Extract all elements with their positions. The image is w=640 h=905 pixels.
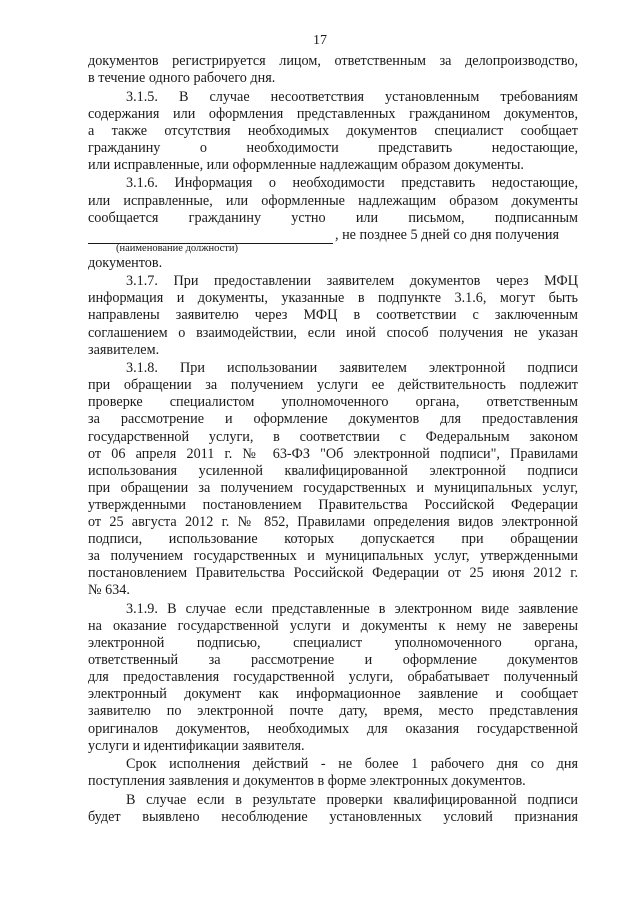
text-line: заявителем. [88, 341, 160, 358]
paragraph-p3 [88, 273, 578, 358]
text-line: 3.1.5. В случае несоответствия установленным требованиям [126, 88, 578, 105]
text-line: при обращении за получением услуги ее действительность подлежит [88, 377, 578, 394]
text-line: В случае если в результате проверки квалифицированной подписи [126, 791, 578, 808]
text-line: гражданину о необходимости представить недостающие, [88, 139, 578, 156]
paragraph-p6 [88, 756, 578, 790]
blank-line-suffix: , не позднее 5 дней со дня получения [335, 226, 560, 243]
text-line: оригиналов документов, необходимых для оказания государственной [88, 720, 578, 737]
text-line: будет выявлено несоблюдение установленных условий признания [88, 808, 578, 825]
text-line: 3.1.6. Информация о необходимости представить недостающие, [126, 175, 578, 192]
paragraph-p2 [88, 175, 578, 271]
text-line: 3.1.8. При использовании заявителем электронной подписи [126, 360, 578, 377]
text-line: утвержденными постановлением Правительства Российской Федерации [88, 496, 578, 513]
text-line: услуги и идентификации заявителя. [88, 737, 305, 754]
text-line: а также отсутствия необходимых документов специалист сообщает [88, 122, 578, 139]
text-line: для предоставления государственной услуги, обрабатывает полученный [88, 669, 578, 686]
text-line: 3.1.9. В случае если представленные в электронном виде заявление [126, 600, 578, 617]
text-line: подписи, использование которых допускается при обращении [88, 531, 578, 548]
text-line: сообщается гражданину устно или письмом, подписанным [88, 209, 578, 226]
text-line: электронной подписью, специалист уполномоченного органа, [88, 635, 578, 652]
text-line: информация и документы, указанные в подпункте 3.1.6, могут быть [88, 290, 578, 307]
paragraph-p4 [88, 360, 578, 599]
text-line: соглашением о взаимодействии, если иной способ получения не указан [88, 324, 578, 341]
text-line: использования усиленной квалифицированной электронной подписи [88, 462, 578, 479]
text-line: государственной услуги, в соответствии с Федеральным законом [88, 428, 578, 445]
text-line: направлены заявителю через МФЦ в соответствии с заключенным [88, 307, 578, 324]
text-line: документов. [88, 254, 163, 271]
blank-field-caption: (наименование должности) [116, 242, 239, 254]
text-line: содержания или оформления представленных гражданином документов, [88, 105, 578, 122]
text-line: в течение одного рабочего дня. [88, 70, 276, 87]
text-line: постановлением Правительства Российской Федерации от 25 июня 2012 г. [88, 565, 578, 582]
text-line: ответственный за рассмотрение и оформление документов [88, 652, 578, 669]
paragraph-p7 [88, 792, 578, 826]
text-line: 3.1.7. При предоставлении заявителем документов через МФЦ [126, 273, 578, 290]
paragraph-p5 [88, 601, 578, 755]
document-body [88, 53, 578, 827]
text-line: или исправленные, или оформленные надлежащим образом документы [88, 192, 578, 209]
text-line: поступления заявления и документов в форме электронных документов. [88, 773, 526, 790]
text-line: за рассмотрение и оформление документов для предоставления [88, 411, 578, 428]
text-line: или исправленные, или оформленные надлежащим образом документы. [88, 156, 524, 173]
text-line: № 634. [88, 582, 130, 599]
text-line: документов регистрируется лицом, ответственным за делопроизводство, [88, 53, 578, 69]
text-line: заявителю по электронной почте дату, время, место представления [88, 703, 578, 720]
text-line: электронный документ как информационное заявление и сообщает [88, 686, 578, 703]
text-line: Срок исполнения действий - не более 1 рабочего дня со дня [126, 756, 578, 773]
text-line: от 25 августа 2012 г. № 852, Правилами определения видов электронной [88, 514, 578, 530]
text-line: проверке специалистом уполномоченного органа, ответственным [88, 394, 578, 411]
blank-field-line [88, 229, 333, 244]
paragraph-p1 [88, 89, 578, 174]
page-number: 17 [313, 33, 327, 48]
signature-blank-row [88, 227, 578, 244]
text-line: при обращении за получением государственных и муниципальных услуг, [88, 479, 578, 496]
paragraph-p0 [88, 53, 578, 87]
text-line: за получением государственных и муниципальных услуг, утвержденными [88, 548, 578, 565]
text-line: от 06 апреля 2011 г. № 63-ФЗ "Об электронной подписи", Правилами [88, 445, 578, 462]
text-line: на оказание государственной услуги и документы к нему не заверены [88, 617, 578, 634]
